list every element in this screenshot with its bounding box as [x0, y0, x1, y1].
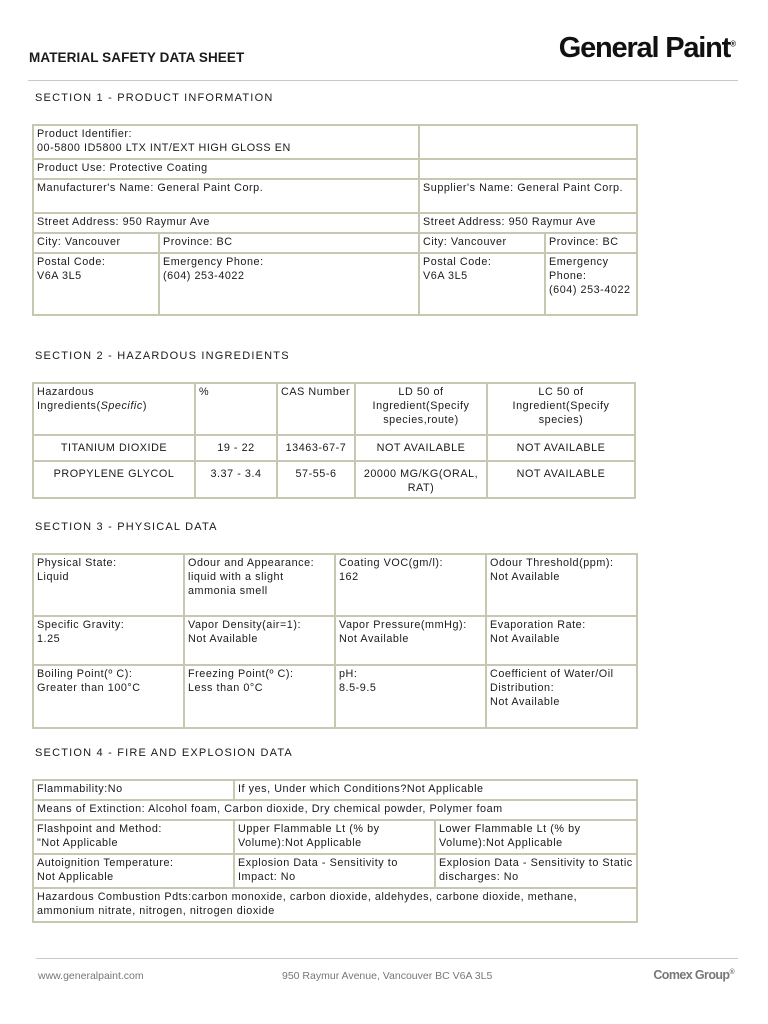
supplier-city: City: Vancouver	[419, 233, 545, 253]
supplier-postal-code: Postal Code: V6A 3L5	[419, 253, 545, 315]
odour-and-appearance: Odour and Appearance: liquid with a slight ammonia smell	[184, 554, 335, 616]
brand-name: General Paint	[558, 32, 731, 64]
group-trademark: ®	[729, 968, 734, 976]
explosion-sensitivity-impact: Explosion Data - Sensitivity to Impact: No	[234, 854, 435, 888]
empty-cell	[419, 125, 637, 159]
manufacturer-name: Manufacturer's Name: General Paint Corp.	[33, 179, 419, 213]
flammability: Flammability:No	[33, 780, 234, 800]
product-identifier: Product Identifier: 00-5800 ID5800 LTX INT/EXT HIGH GLOSS EN	[33, 125, 419, 159]
header-text: )	[142, 400, 147, 412]
evaporation-rate: Evaporation Rate: Not Available	[486, 616, 637, 665]
header-hazardous-ingredients	[33, 383, 195, 435]
empty-cell	[419, 159, 637, 179]
supplier-name: Supplier's Name: General Paint Corp.	[419, 179, 637, 213]
coefficient-water-oil: Coefficient of Water/Oil Distribution: Not Available	[486, 665, 637, 728]
physical-state: Physical State: Liquid	[33, 554, 184, 616]
header-percent: %	[195, 383, 277, 435]
table-row	[33, 820, 637, 854]
ph-value: pH: 8.5-9.5	[335, 665, 486, 728]
table-row	[33, 159, 637, 179]
table-row	[33, 435, 635, 461]
flashpoint-method: Flashpoint and Method: "Not Applicable	[33, 820, 234, 854]
header-ld50: LD 50 of Ingredient(Specify species,route)	[355, 383, 487, 435]
table-row	[33, 554, 637, 616]
section-2-title: SECTION 2 - HAZARDOUS INGREDIENTS	[35, 350, 290, 362]
upper-flammable-limit: Upper Flammable Lt (% by Volume):Not Applicable	[234, 820, 435, 854]
vapor-density: Vapor Density(air=1): Not Available	[184, 616, 335, 665]
supplier-street-address: Street Address: 950 Raymur Ave	[419, 213, 637, 233]
section-3-title: SECTION 3 - PHYSICAL DATA	[35, 521, 218, 533]
ingredient-cas: 13463-67-7	[277, 435, 355, 461]
odour-threshold: Odour Threshold(ppm): Not Available	[486, 554, 637, 616]
header-lc50: LC 50 of Ingredient(Specify species)	[487, 383, 635, 435]
ingredient-ld50: NOT AVAILABLE	[355, 435, 487, 461]
table-row	[33, 854, 637, 888]
section-4-title: SECTION 4 - FIRE AND EXPLOSION DATA	[35, 747, 293, 759]
header-text: Hazardous Ingredients(	[37, 386, 101, 412]
ingredient-name: TITANIUM DIOXIDE	[33, 435, 195, 461]
general-paint-logo	[559, 32, 736, 65]
coating-voc: Coating VOC(gm/l): 162	[335, 554, 486, 616]
table-row	[33, 461, 635, 498]
ingredient-cas: 57-55-6	[277, 461, 355, 498]
brand-trademark: ®	[730, 39, 736, 49]
document-title: MATERIAL SAFETY DATA SHEET	[29, 50, 245, 65]
table-row	[33, 888, 637, 922]
group-name: Comex Group	[653, 968, 730, 982]
physical-data-table	[32, 553, 638, 729]
section-1-title: SECTION 1 - PRODUCT INFORMATION	[35, 92, 274, 104]
supplier-emergency-phone: Emergency Phone: (604) 253-4022	[545, 253, 637, 315]
manufacturer-province: Province: BC	[159, 233, 419, 253]
header-text-italic: Specific	[100, 400, 143, 412]
ingredient-lc50: NOT AVAILABLE	[487, 435, 635, 461]
table-row	[33, 213, 637, 233]
table-row	[33, 800, 637, 820]
table-row	[33, 665, 637, 728]
table-row	[33, 616, 637, 665]
supplier-province: Province: BC	[545, 233, 637, 253]
ingredient-name: PROPYLENE GLYCOL	[33, 461, 195, 498]
product-information-table	[32, 124, 638, 316]
manufacturer-city: City: Vancouver	[33, 233, 159, 253]
footer-address: 950 Raymur Avenue, Vancouver BC V6A 3L5	[282, 970, 493, 982]
explosion-sensitivity-static: Explosion Data - Sensitivity to Static discharges: No	[435, 854, 637, 888]
specific-gravity: Specific Gravity: 1.25	[33, 616, 184, 665]
hazardous-ingredients-table	[32, 382, 636, 499]
header-cas-number: CAS Number	[277, 383, 355, 435]
product-use: Product Use: Protective Coating	[33, 159, 419, 179]
ingredient-lc50: NOT AVAILABLE	[487, 461, 635, 498]
ingredient-percent: 3.37 - 3.4	[195, 461, 277, 498]
table-row	[33, 179, 637, 213]
document-footer	[36, 958, 738, 995]
freezing-point: Freezing Point(º C): Less than 0°C	[184, 665, 335, 728]
ingredient-ld50: 20000 MG/KG(ORAL, RAT)	[355, 461, 487, 498]
fire-explosion-table	[32, 779, 638, 923]
manufacturer-postal-code: Postal Code: V6A 3L5	[33, 253, 159, 315]
flammability-conditions: If yes, Under which Conditions?Not Applicable	[234, 780, 637, 800]
vapor-pressure: Vapor Pressure(mmHg): Not Available	[335, 616, 486, 665]
manufacturer-street-address: Street Address: 950 Raymur Ave	[33, 213, 419, 233]
table-row	[33, 253, 637, 315]
document-header	[28, 28, 738, 81]
table-row	[33, 125, 637, 159]
lower-flammable-limit: Lower Flammable Lt (% by Volume):Not Applicable	[435, 820, 637, 854]
table-row	[33, 780, 637, 800]
manufacturer-emergency-phone: Emergency Phone: (604) 253-4022	[159, 253, 419, 315]
boiling-point: Boiling Point(º C): Greater than 100°C	[33, 665, 184, 728]
hazardous-combustion-products: Hazardous Combustion Pdts:carbon monoxide, carbon dioxide, aldehydes, carbone dioxide, methane, ammonium nitrate, nitrogen, nitrogen dioxide	[33, 888, 637, 922]
means-of-extinction: Means of Extinction: Alcohol foam, Carbon dioxide, Dry chemical powder, Polymer foam	[33, 800, 637, 820]
comex-group-logo	[653, 968, 734, 982]
table-header-row	[33, 383, 635, 435]
footer-website: www.generalpaint.com	[38, 970, 144, 982]
autoignition-temperature: Autoignition Temperature: Not Applicable	[33, 854, 234, 888]
table-row	[33, 233, 637, 253]
ingredient-percent: 19 - 22	[195, 435, 277, 461]
